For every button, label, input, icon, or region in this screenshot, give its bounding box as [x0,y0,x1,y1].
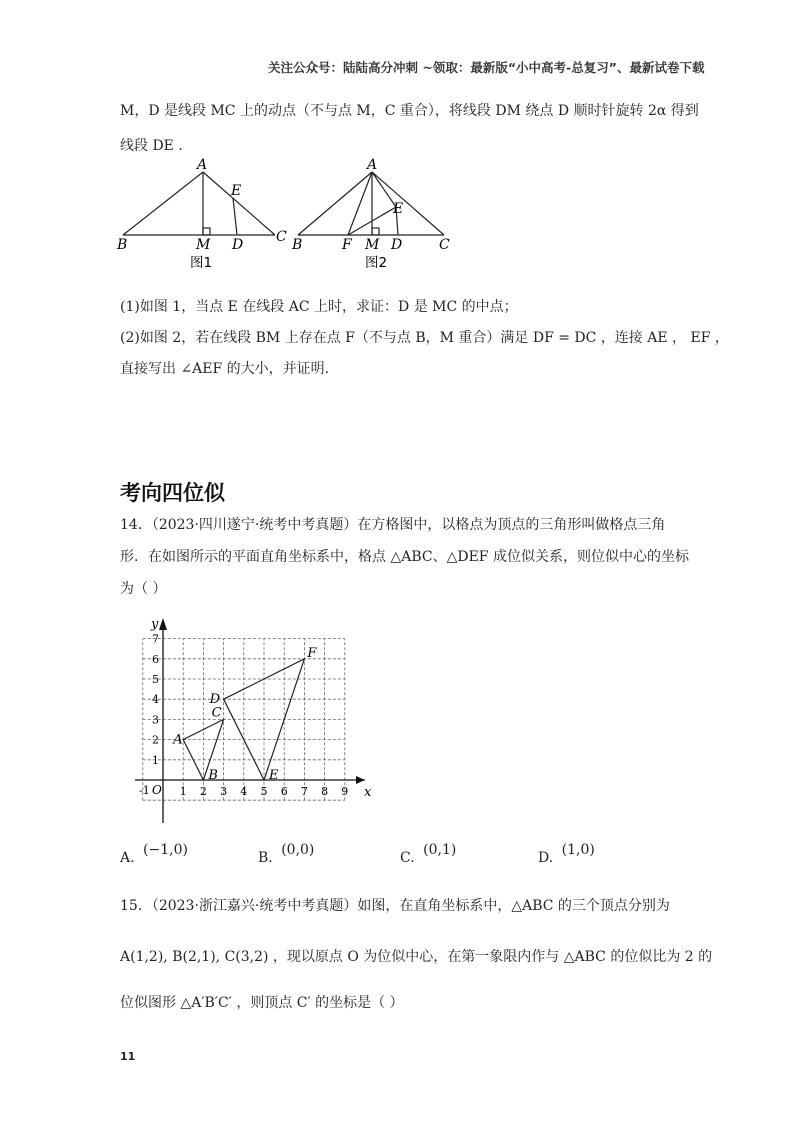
fig1-label-a: A [197,157,208,173]
y-tick-label: 7 [152,632,159,646]
option-a[interactable] [120,842,188,866]
q14-line1: 14．（2023·四川遂宁·统考中考真题）在方格图中，以格点为顶点的三角形叫做格点三角 [120,517,666,533]
option-c-value: (0,1) [423,842,457,858]
y-axis-arrow [159,618,167,630]
q13-part2a: (2)如图 2，若在线段 BM 上存在点 F（不与点 B，M 重合）满足 DF = DC ，连接 AE ， EF ， [120,330,729,346]
fig2-side-ac [372,172,444,235]
q14-line2: 形．在如图所示的平面直角坐标系中，格点 △ABC、△DEF 成位似关系，则位似中心的坐标 [120,549,689,565]
q14-line3: 为（ ） [120,581,167,597]
point-label-f: F [307,645,317,661]
option-d[interactable] [538,842,595,866]
fig2-label-c: C [439,237,450,253]
q13-line2: 线段 DE . [120,138,183,154]
point-label-b: B [208,768,218,783]
q15-line3: 位似图形 △A′B′C′ ，则顶点 C′ 的坐标是（ ） [120,995,404,1011]
y-tick-label: 5 [152,673,159,686]
fig1-label-d: D [232,237,244,253]
fig1-label-m: M [196,237,211,253]
option-d-letter: D. [538,850,554,866]
x-tick-label: 9 [341,785,349,798]
fig1-side-ab [123,172,203,235]
fig1-label-b: B [117,237,128,253]
figure-2 [290,155,465,275]
x-tick-label: 8 [321,785,329,798]
x-tick-label: 5 [260,785,268,798]
option-b-letter: B. [258,850,273,866]
y-tick-label: 1 [152,753,159,767]
coordinate-graph [125,608,375,833]
origin-label: O [152,783,162,797]
x-tick-label: 7 [300,785,308,798]
q15-line2: A(1,2), B(2,1), C(3,2) ，现以原点 O 为位似中心，在第一象限内作与 △ABC 的位似比为 2 的 [120,949,713,965]
fig1-caption: 图1 [190,255,213,271]
fig1-segment-de [233,198,237,235]
option-d-value: (1,0) [561,842,595,858]
option-c-letter: C. [400,850,415,866]
point-label-c: C [211,705,222,721]
y-tick-label: 4 [152,693,159,707]
fig2-label-e: E [393,201,404,217]
y-axis-label: y [151,617,159,632]
fig1-right-angle-mark [203,228,210,235]
x-tick-label: 4 [240,785,248,798]
q13-part2b: 直接写出 ∠AEF 的大小，并证明. [120,361,330,377]
fig2-side-ab [298,172,372,235]
fig2-label-b: B [292,237,303,253]
fig2-label-a: A [367,157,378,173]
x-tick-label: 1 [179,785,187,798]
neg-one-label: -1 [139,784,150,797]
fig2-caption: 图2 [365,255,388,271]
x-tick-label: 6 [280,785,288,798]
point-label-e: E [269,768,279,783]
fig1-label-c: C [276,229,287,245]
option-a-letter: A. [120,850,135,866]
point-label-a: A [173,732,183,748]
fig2-label-f: F [342,237,352,253]
x-axis-arrow [356,776,365,784]
grid-lines [143,639,345,801]
fig1-label-e: E [231,183,242,199]
page-header: 关注公众号：陆陆高分冲刺 ~领取：最新版“小中高考-总复习”、最新试卷下载 [268,60,705,75]
page-number: 11 [120,1050,136,1063]
x-axis-label: x [364,785,372,800]
fig2-label-d: D [391,237,403,253]
option-b[interactable] [258,842,315,866]
q13-part1: (1)如图 1，当点 E 在线段 AC 上时，求证：D 是 MC 的中点； [120,299,518,315]
q13-line1: M，D 是线段 MC 上的动点（不与点 M，C 重合），将线段 DM 绕点 D 顺时针旋转 2α 得到 [120,103,699,119]
figure-1 [115,155,295,275]
section-heading: 考向四位似 [120,481,225,505]
y-tick-label: 3 [152,713,159,727]
option-a-value: (−1,0) [143,842,188,858]
fig2-right-angle-mark [372,228,379,235]
fig1-side-ac [203,172,275,235]
option-c[interactable] [400,842,457,866]
q15-line1: 15．（2023·浙江嘉兴·统考中考真题）如图，在直角坐标系中，△ABC 的三个顶点分别为 [120,898,670,914]
fig2-label-m: M [365,237,380,253]
x-tick-label: 3 [220,785,228,798]
y-tick-label: 2 [152,733,159,747]
y-tick-label: 6 [152,652,159,666]
x-tick-label: 2 [199,785,207,798]
point-label-d: D [209,692,221,708]
option-b-value: (0,0) [281,842,315,858]
